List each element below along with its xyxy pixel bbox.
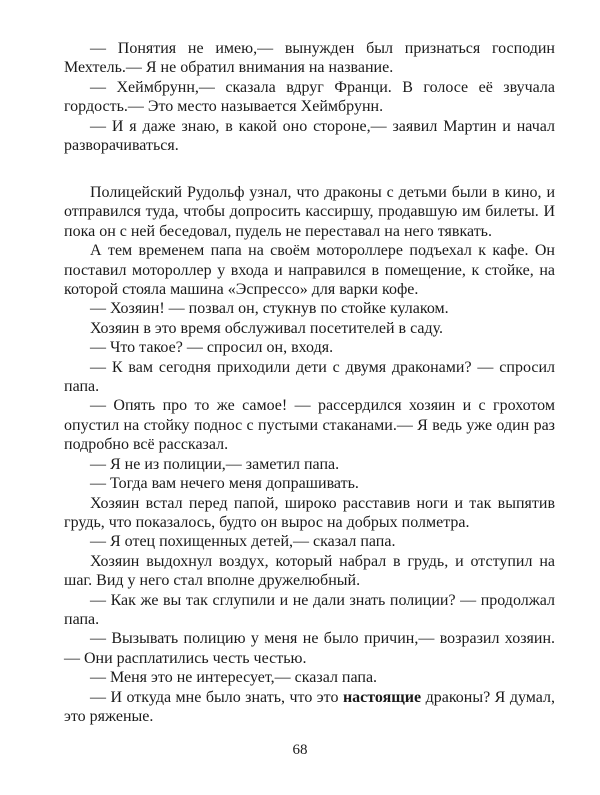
last-paragraph-end: драконы? Я думал, это ряженые. <box>64 688 555 725</box>
paragraph: — Что такое? — спросил он, входя. <box>90 339 334 357</box>
last-paragraph <box>64 688 555 727</box>
paragraph: Полицейский Рудольф узнал, что драконы с детьми были в кино, и отправился туда, чтобы допросить кассиршу, продавшую им билеты. И пока он с ней беседовал, пудель не переставал на него тявкать. <box>64 184 555 240</box>
paragraph: — Я не из полиции,— заметил папа. <box>90 455 340 473</box>
paragraph: — Понятия не имею,— вынужден был признаться господин Мехтель.— Я не обратил внимания на название. <box>64 40 555 77</box>
paragraph: — Я отец похищенных детей,— сказал папа. <box>90 533 396 551</box>
paragraph: — Меня это не интересует,— сказал папа. <box>90 669 378 687</box>
paragraph: Хозяин встал перед папой, широко расставив ноги и так выпятив грудь, что показалось, будто он вырос на добрых полметра. <box>64 494 555 531</box>
main-text-block <box>64 183 555 726</box>
paragraph: А тем временем папа на своём мотороллере подъехал к кафе. Он поставил мотороллер у входа и направился в помещение, к стойке, на которой стояла машина «Эспрессо» для варки кофе. <box>64 242 555 299</box>
paragraph: — Тогда вам нечего меня допрашивать. <box>90 475 359 493</box>
paragraph: — К вам сегодня приходили дети с двумя драконами? — спросил папа. <box>64 358 555 396</box>
paragraph: — Вызывать полицию у меня не было причин,— возразил хозяин.— Они расплатились честь честью. <box>64 630 555 667</box>
paragraph: — Хозяин! — позвал он, стукнув по стойке кулаком. <box>90 300 449 318</box>
top-dialogue-block <box>64 39 555 155</box>
paragraph: — И я даже знаю, в какой оно стороне,— заявил Мартин и начал разворачиваться. <box>64 117 555 155</box>
paragraph: Хозяин в это время обслуживал посетителей в саду. <box>90 319 444 337</box>
page-number: 68 <box>292 742 308 758</box>
paragraph: — Хеймбрунн,— сказала вдруг Франци. В голосе её звучала гордость.— Это место называется Хеймбрунн. <box>64 78 555 116</box>
paragraph: Хозяин выдохнул воздух, который набрал в грудь, и отступил на шаг. Вид у него стал вполне дружелюбный. <box>64 552 555 590</box>
paragraph: — Как же вы так сглупили и не дали знать полиции? — продолжал папа. <box>64 591 555 628</box>
paragraph: — Опять про то же самое! — рассердился хозяин и с грохотом опустил на стойку поднос с пустыми стаканами.— Я ведь уже один раз подробно всё рассказал. <box>64 397 555 454</box>
emphasized-word: настоящие <box>342 688 422 706</box>
last-paragraph-start: — И откуда мне было знать, что это <box>90 688 343 706</box>
